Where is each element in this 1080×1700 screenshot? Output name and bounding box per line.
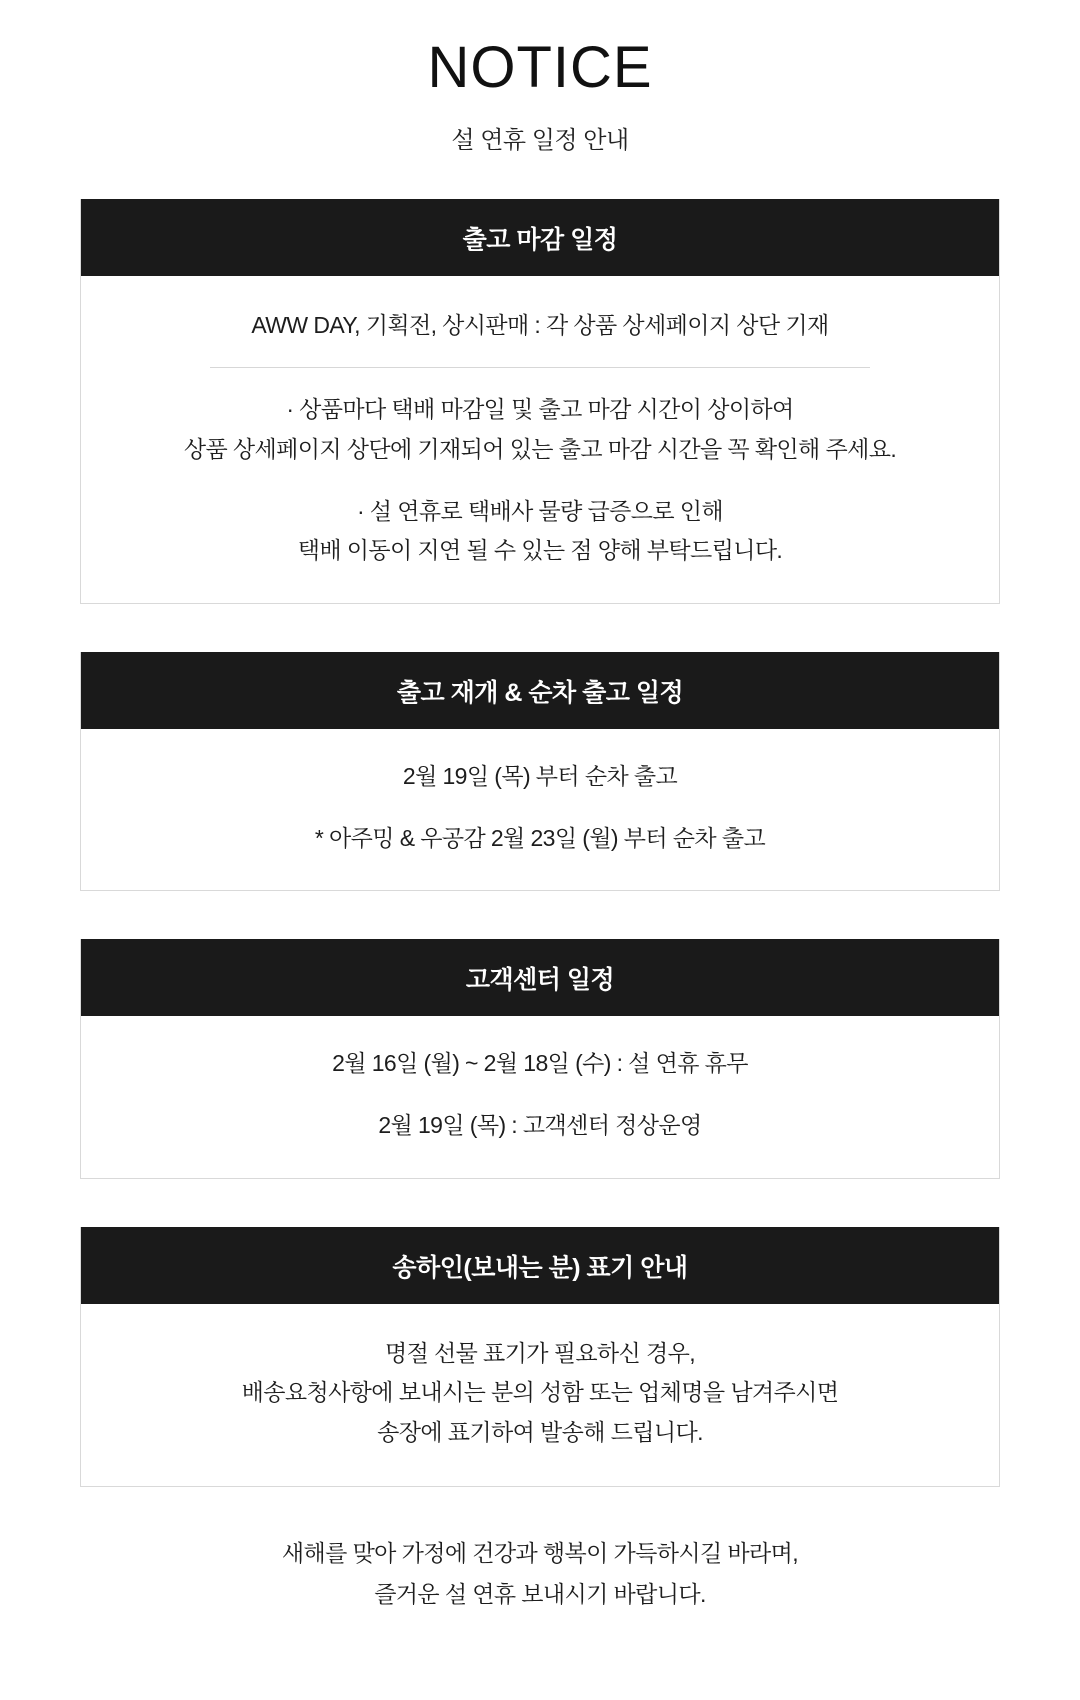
section-heading: 고객센터 일정 [81,939,999,1016]
section-body [81,729,999,890]
page-title: NOTICE [427,35,653,100]
paragraph-line: 명절 선물 표기가 필요하신 경우, [385,1339,695,1366]
section-heading: 송하인(보내는 분) 표기 안내 [81,1227,999,1304]
page-subtitle: 설 연휴 일정 안내 [451,126,629,154]
paragraph-line: 2월 16일 (월) ~ 2월 18일 (수) : 설 연휴 휴무 [332,1050,748,1077]
section-heading: 출고 마감 일정 [81,199,999,276]
paragraph-line: 송장에 표기하여 발송해 드립니다. [377,1418,703,1445]
page-footer [0,1535,1080,1653]
paragraph [105,821,975,857]
paragraph-line: 상품 상세페이지 상단에 기재되어 있는 출고 마감 시간을 꼭 확인해 주세요. [183,436,897,463]
paragraph-line: · 상품마다 택배 마감일 및 출고 마감 시간이 상이하여 [286,396,794,423]
footer-line: 즐거운 설 연휴 보내시기 바랍니다. [374,1581,706,1608]
notice-sections [0,199,1080,1488]
paragraph [105,759,975,795]
paragraph [105,1336,975,1451]
paragraph-line: · 설 연휴로 택배사 물량 급증으로 인해 [356,497,724,524]
section-top-line: AWW DAY, 기획전, 상시판매 : 각 상품 상세페이지 상단 기재 [251,311,829,338]
paragraph [105,1108,975,1144]
paragraph-line: 2월 19일 (목) 부터 순차 출고 [402,763,678,789]
page-header [0,0,1080,155]
section-sender-label [80,1227,1000,1488]
section-shipping-resume [80,652,1000,891]
paragraph-line: 2월 19일 (목) : 고객센터 정상운영 [378,1111,702,1138]
section-shipping-deadline [80,199,1000,604]
section-body [81,1304,999,1487]
paragraph [105,392,975,467]
footer-line: 새해를 맞아 가정에 건강과 행복이 가득하시길 바라며, [281,1540,799,1567]
section-customer-center [80,939,1000,1178]
section-body [81,276,999,603]
divider [210,367,870,368]
paragraph-line: 배송요청사항에 보내시는 분의 성함 또는 업체명을 남겨주시면 [241,1379,839,1406]
paragraph-line: * 아주밍 & 우공감 2월 23일 (월) 부터 순차 출고 [314,824,766,851]
section-heading: 출고 재개 & 순차 출고 일정 [81,652,999,729]
section-body [81,1016,999,1177]
paragraph [105,1046,975,1082]
paragraph [105,494,975,569]
paragraph-line: 택배 이동이 지연 될 수 있는 점 양해 부탁드립니다. [297,537,783,564]
